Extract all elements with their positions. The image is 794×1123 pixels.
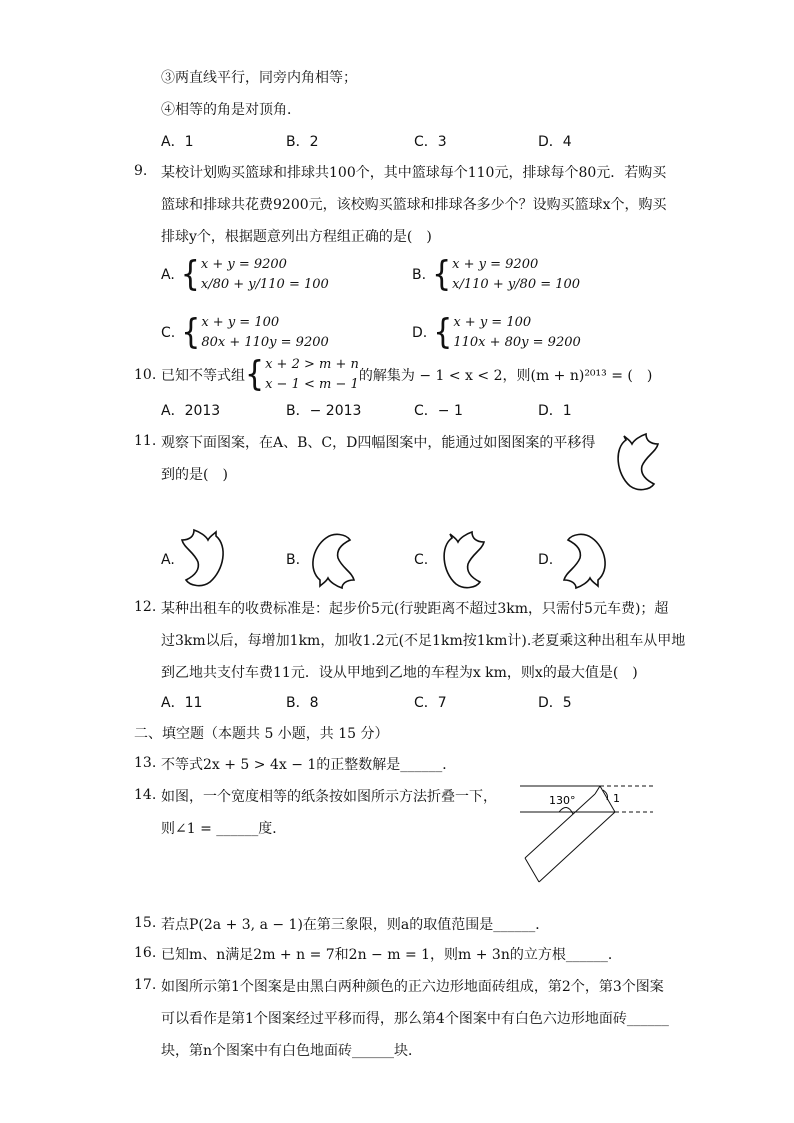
inequality-row: x + 2 > m + n (265, 357, 359, 372)
option-label: B. (412, 267, 427, 283)
q13-text: 不等式2x + 5 > 4x − 1的正整数解是______． (161, 757, 457, 773)
q8-option-c: C．3 (414, 134, 447, 150)
q9-number: 9. (134, 163, 148, 179)
q9-option-c (161, 313, 329, 353)
q8-item4: ④相等的角是对顶角． (161, 102, 301, 118)
q8-option-b: B．2 (286, 134, 319, 150)
q12-option-b: B．8 (286, 695, 319, 711)
q9-option-b (412, 255, 580, 295)
q9-line2: 篮球和排球共花费9200元，该校购买篮球和排球各多少个？设购买篮球x个，购买 (161, 197, 667, 213)
option-label: A. (161, 267, 175, 283)
section-heading: 二、填空题（本题共 5 小题，共 15 分） (134, 726, 389, 742)
q10-number: 10. (134, 367, 157, 383)
q11-option-d-label: D. (538, 552, 554, 568)
q17-number: 17. (134, 977, 157, 993)
q17-line1: 如图所示第1个图案是由黑白两种颜色的正六边形地面砖组成，第2个，第3个图案 (161, 979, 664, 995)
q11-option-a-label: A. (161, 552, 175, 568)
q12-option-d: D．5 (538, 695, 572, 711)
brace-icon: { (432, 254, 452, 295)
q13-number: 13. (134, 755, 157, 771)
q16-text: 已知m、n满足2m + n = 7和2n − m = 1，则m + 3n的立方根______． (161, 947, 622, 963)
q17-line3: 块，第n个图案中有白色地面砖______块． (161, 1043, 423, 1059)
q16-number: 16. (134, 945, 157, 961)
q11-number: 11. (134, 433, 157, 449)
q8-item3: ③两直线平行，同旁内角相等； (161, 70, 357, 86)
q11-line1: 观察下面图案，在A、B、C，D四幅图案中，能通过如图图案的平移得 (161, 435, 596, 451)
q11-option-b-figure (310, 530, 356, 590)
q11-option-b-label: B. (286, 552, 301, 568)
brace-icon: { (433, 312, 453, 353)
q11-option-c-label: C. (414, 552, 429, 568)
q10-stem (161, 355, 652, 395)
q9-option-d (412, 313, 581, 353)
q9-option-a (161, 255, 329, 295)
q10-option-d: D．1 (538, 403, 572, 419)
q14-line2: 则∠1 = ______度． (161, 821, 287, 837)
q12-line3: 到乙地共支付车费11元．设从甲地到乙地的车程为x km，则x的最大值是( ) (161, 665, 638, 681)
q17-line2: 可以看作是第1个图案经过平移而得，那么第4个图案中有白色六边形地面砖______ (161, 1011, 669, 1027)
equation-row: x + y = 100 (453, 315, 532, 330)
equation-row: x/110 + y/80 = 100 (452, 277, 581, 292)
q11-reference-figure (612, 430, 662, 494)
angle-130-label: 130° (549, 794, 576, 807)
equation-row: x + y = 9200 (452, 257, 539, 272)
q15-number: 15. (134, 915, 157, 931)
option-label: C. (161, 325, 176, 341)
q10-option-a: A．2013 (161, 403, 221, 419)
angle-1-label: 1 (613, 792, 620, 805)
equation-row: 110x + 80y = 9200 (453, 335, 581, 350)
brace-icon: { (245, 354, 265, 395)
equation-row: x + y = 9200 (200, 257, 287, 272)
q14-number: 14. (134, 787, 157, 803)
q10-suffix: 的解集为 − 1 < x < 2，则(m + n)²⁰¹³ = ( ) (358, 368, 653, 384)
brace-icon: { (181, 312, 201, 353)
q12-option-c: C．7 (414, 695, 447, 711)
inequality-row: x − 1 < m − 1 (265, 377, 359, 392)
equation-row: x/80 + y/110 = 100 (200, 277, 329, 292)
q12-number: 12. (134, 599, 157, 615)
q12-line1: 某种出租车的收费标准是：起步价5元(行驶距离不超过3km，只需付5元车费)；超 (161, 601, 669, 617)
q11-option-c-figure (438, 528, 488, 590)
equation-row: 80x + 110y = 9200 (201, 335, 329, 350)
option-label: D. (412, 325, 428, 341)
q11-line2: 到的是( ) (161, 467, 228, 483)
q9-line3: 排球y个，根据题意列出方程组正确的是( ) (161, 229, 432, 245)
q12-option-a: A．11 (161, 695, 203, 711)
q12-line2: 过3km以后，每增加1km，加收1.2元(不足1km按1km计).老夏乘这种出租车从甲地 (161, 633, 686, 649)
q9-line1: 某校计划购买篮球和排球共100个，其中篮球每个110元，排球每个80元．若购买 (161, 165, 667, 181)
q10-prefix: 已知不等式组 (161, 368, 245, 384)
q10-option-c: C．− 1 (414, 403, 463, 419)
q8-option-a: A．1 (161, 134, 194, 150)
q11-option-d-figure (562, 530, 608, 590)
brace-icon: { (180, 254, 200, 295)
q15-text: 若点P(2a + 3, a − 1)在第三象限，则a的取值范围是______． (161, 917, 550, 933)
q14-line1: 如图，一个宽度相等的纸条按如图所示方法折叠一下， (161, 789, 497, 805)
equation-row: x + y = 100 (201, 315, 280, 330)
q8-option-d: D．4 (538, 134, 572, 150)
q10-option-b: B．− 2013 (286, 403, 362, 419)
q14-folded-strip-figure (515, 780, 655, 885)
q11-option-a-figure (180, 528, 230, 590)
